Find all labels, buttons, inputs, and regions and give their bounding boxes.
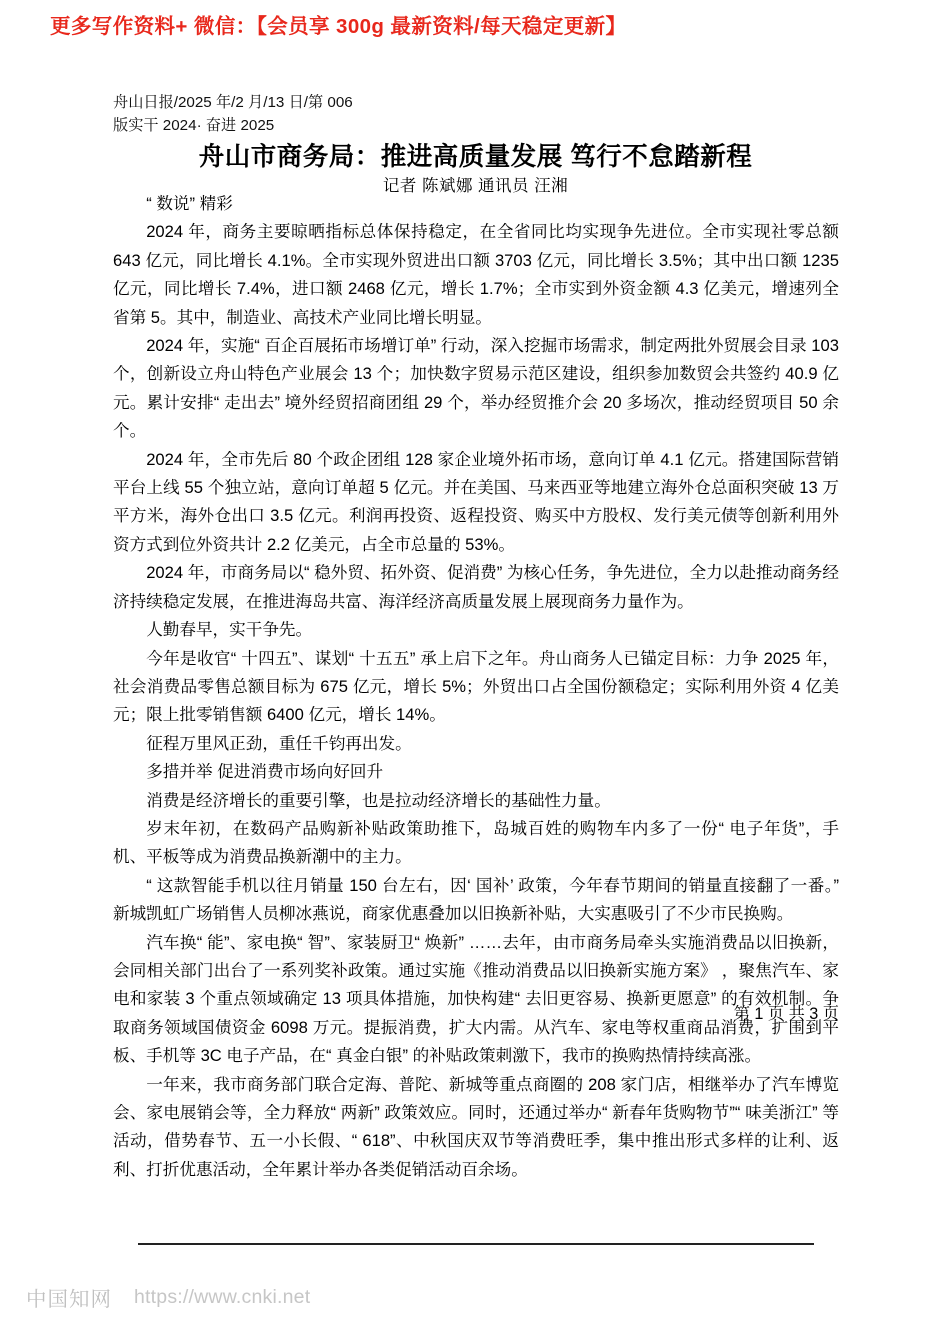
footer-divider xyxy=(138,1243,814,1245)
page-title: 舟山市商务局：推进高质量发展 笃行不怠踏新程 xyxy=(198,143,753,171)
masthead xyxy=(113,92,533,138)
masthead-line-2: 版实干 2024· 奋进 2025 xyxy=(113,116,275,134)
article-paragraph: 今年是收官“ 十四五”、谋划“ 十五五” 承上启下之年。舟山商务人已锚定目标：力争 2025 年，社会消费品零售总额目标为 675 亿元，增长 5%；外贸出口占全国份额稳定；实际利用外资 4 亿美元；限上批零销售额 6400 亿元，增长 14%。 xyxy=(113,648,839,725)
article-paragraph: “ 这款智能手机以往月销量 150 台左右，因‘ 国补’ 政策，今年春节期间的销量直接翻了一番。” 新城凯虹广场销售人员柳冰燕说，商家优惠叠加以旧换新补贴，大实惠吸引了不少市民换购。 xyxy=(113,875,839,924)
promo-banner: 更多写作资料+ 微信：【会员享 300g 最新资料/每天稳定更新】 xyxy=(50,15,627,38)
article-paragraph: 人勤春早，实干争先。 xyxy=(146,620,313,640)
masthead-line-1: 舟山日报/2025 年/2 月/13 日/第 006 xyxy=(113,94,353,111)
article-subheading: 多措并举 促进消费市场向好回升 xyxy=(146,762,384,782)
page-number: 第 1 页 共 3 页 xyxy=(733,1005,839,1023)
article-paragraph: 2024 年，实施“ 百企百展拓市场增订单” 行动，深入挖掘市场需求，制定两批外贸展会目录 103 个，创新设立舟山特色产业展会 13 个；加快数字贸易示范区建设，组织参加数贸会共签约 40.9 亿元。累计安排“ 走出去” 境外经贸招商团组 29 个，举办经贸推介会 20 多场次，推动经贸项目 50 余个。 xyxy=(113,336,839,441)
article-body xyxy=(113,190,839,1184)
article-paragraph: “ 数说” 精彩 xyxy=(146,194,233,213)
article-paragraph: 一年来，我市商务部门联合定海、普陀、新城等重点商圈的 208 家门店，相继举办了汽车博览会、家电展销会等，全力释放“ 两新” 政策效应。同时，还通过举办“ 新春年货购物节”“ 味美浙江” 等活动，借势春节、五一小长假、“ 618”、中秋国庆双节等消费旺季，集中推出形式多样的让利、返利、打折优惠活动，全年累计举办各类促销活动百余场。 xyxy=(113,1074,839,1179)
article-paragraph: 汽车换“ 能”、家电换“ 智”、家装厨卫“ 焕新” ……去年，由市商务局牵头实施消费品以旧换新，会同相关部门出台了一系列奖补政策。通过实施《推动消费品以旧换新实施方案》 ，聚焦汽车、家电和家装 3 个重点领域确定 13 项具体措施，加快构建“ 去旧更容易、换新更愿意” 的有效机制。争取商务领域国债资金 6098 万元。提振消费，扩大内需。从汽车、家电等权重商品消费，扩围到平板、手机等 3C 电子产品，在“ 真金白银” 的补贴政策刺激下，我市的换购热情持续高涨。 xyxy=(113,932,839,1066)
cnki-url-text: https://www.cnki.net xyxy=(134,1285,311,1308)
cnki-logo-text: 中国知网 xyxy=(26,1288,112,1311)
article-paragraph: 消费是经济增长的重要引擎，也是拉动经济增长的基础性力量。 xyxy=(146,790,611,810)
article-paragraph: 2024 年，商务主要晾晒指标总体保持稳定，在全省同比均实现争先进位。全市实现社零总额 643 亿元，同比增长 4.1%。全市实现外贸进出口额 3703 亿元，同比增长 3.5%；其中出口额 1235 亿元，同比增长 7.4%，进口额 2468 亿元，增长 1.7%；全市实到外资金额 4.3 亿美元，增速列全省第 5。其中，制造业、高技术产业同比增长明显。 xyxy=(113,222,839,327)
article-paragraph: 岁末年初，在数码产品购新补贴政策助推下，岛城百姓的购物车内多了一份“ 电子年货”，手机、平板等成为消费品换新潮中的主力。 xyxy=(113,818,839,867)
cnki-watermark xyxy=(26,1282,310,1312)
byline: 记者 陈斌娜 通讯员 汪湘 xyxy=(382,177,569,195)
article-paragraph: 2024 年，市商务局以“ 稳外贸、拓外资、促消费” 为核心任务，争先进位，全力以赴推动商务经济持续稳定发展，在推进海岛共富、海洋经济高质量发展上展现商务力量作为。 xyxy=(113,563,839,611)
article-paragraph: 征程万里风正劲，重任千钧再出发。 xyxy=(146,733,412,753)
article-paragraph: 2024 年，全市先后 80 个政企团组 128 家企业境外拓市场，意向订单 4.1 亿元。搭建国际营销平台上线 55 个独立站，意向订单超 5 亿元。并在美国、马来西亚等地建立海外仓总面积突破 13 万平方米，海外仓出口 3.5 亿元。利润再投资、返程投资、购买中方股权、发行美元债等创新利用外资方式到位外资共计 2.2 亿美元，占全市总量的 53%。 xyxy=(113,449,839,554)
